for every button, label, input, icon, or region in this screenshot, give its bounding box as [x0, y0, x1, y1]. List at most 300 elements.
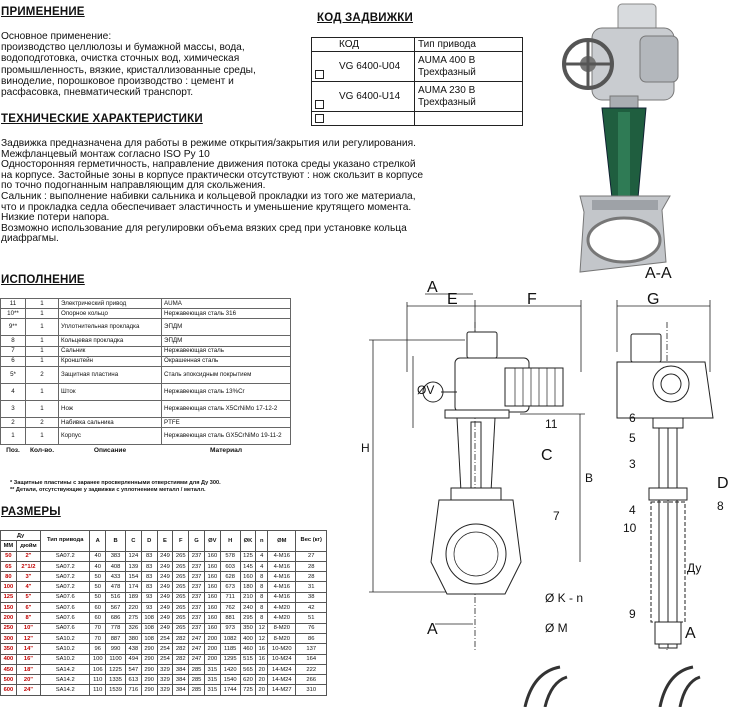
parts-desc: Нож [59, 400, 162, 417]
section-title: A-A [645, 265, 672, 282]
dimension-cell: 290 [141, 644, 157, 654]
parts-pos: 1 [1, 428, 26, 445]
dimension-cell: 200 [204, 644, 220, 654]
callout: 5 [629, 431, 636, 445]
dimension-cell: 400 [1, 654, 17, 664]
dimension-cell: 686 [106, 613, 126, 623]
parts-qty: 1 [26, 346, 59, 356]
dimension-row [1, 685, 327, 695]
dimension-cell: 10" [16, 623, 40, 633]
spec-line: что и прокладка седла обеспечивает эластичность и уменьшение крутящего момента. [1, 201, 412, 213]
dimension-cell: 160 [240, 572, 256, 582]
dimension-cell: 329 [157, 664, 173, 674]
dimension-cell: 450 [1, 664, 17, 674]
dimension-cell: 160 [204, 582, 220, 592]
dimension-cell: 247 [189, 633, 205, 643]
parts-pos: 3 [1, 400, 26, 417]
dimension-cell: 137 [296, 644, 327, 654]
dimension-cell: 285 [189, 675, 205, 685]
dimension-cell: 350 [1, 644, 17, 654]
dimension-cell: SA14.2 [41, 685, 90, 695]
dimension-cell: 65 [1, 561, 17, 571]
drive-type: AUMA 230 В Трехфазный [415, 82, 523, 112]
dimension-cell: 1744 [220, 685, 240, 695]
dimension-row [1, 572, 327, 582]
dimension-cell: 8-M20 [268, 623, 296, 633]
dimension-cell: 20 [256, 664, 268, 674]
dimension-cell: 100 [90, 654, 106, 664]
col-K: ØK [240, 531, 256, 552]
callout: 10 [623, 521, 637, 535]
col-B: B [106, 531, 126, 552]
dimension-cell: 310 [296, 685, 327, 695]
dimension-cell: 285 [189, 685, 205, 695]
dimension-cell: 237 [189, 592, 205, 602]
dimension-cell: 220 [125, 603, 141, 613]
dimension-cell: 160 [204, 603, 220, 613]
dimension-cell: 384 [173, 675, 189, 685]
parts-desc: Опорное кольцо [59, 309, 162, 319]
dimension-cell: 12 [256, 633, 268, 643]
spec-line: Сальник : выполнение набивки сальника и кольцевой прокладки из того же материала, [1, 190, 416, 202]
dim-Du: Ду [687, 561, 702, 575]
parts-desc: Набивка сальника [59, 417, 162, 427]
dimension-cell: 210 [240, 592, 256, 602]
parts-desc: Корпус [59, 428, 162, 445]
parts-desc: Кронштейн [59, 356, 162, 366]
dim-C: C [541, 447, 553, 464]
dimension-cell: 93 [141, 592, 157, 602]
dimension-cell: 460 [240, 644, 256, 654]
dimension-cell: SA10.2 [41, 654, 90, 664]
dimension-cell: 50 [1, 551, 17, 561]
parts-pos: 6 [1, 356, 26, 366]
callouts [545, 411, 724, 621]
dimension-row [1, 561, 327, 571]
dimension-cell: 265 [173, 582, 189, 592]
dimension-cell: 326 [125, 623, 141, 633]
dimension-cell: 150 [1, 603, 17, 613]
dimension-cell: 14-M24 [268, 664, 296, 674]
dim-G: G [647, 291, 660, 308]
dimension-cell: SA07.6 [41, 603, 90, 613]
dimension-cell: 124 [125, 551, 141, 561]
callout: 4 [629, 503, 636, 517]
parts-qty: 2 [26, 417, 59, 427]
parts-mat: ЭПДМ [162, 336, 291, 346]
parts-table [0, 298, 291, 456]
dimension-cell: 249 [157, 572, 173, 582]
dimension-cell: 1082 [220, 633, 240, 643]
section-label-a-side: A [685, 625, 696, 642]
dimension-cell: 200 [1, 613, 17, 623]
select-checkbox[interactable] [315, 114, 324, 123]
dimension-cell: 10-M20 [268, 644, 296, 654]
dimension-cell: 887 [106, 633, 126, 643]
dim-F: F [527, 291, 537, 308]
dimension-cell: 282 [173, 633, 189, 643]
dimension-cell: 16 [256, 654, 268, 664]
material-header: Материал [209, 447, 243, 455]
dimension-cell: 1540 [220, 675, 240, 685]
parts-desc: Сальник [59, 346, 162, 356]
parts-qty: 1 [26, 336, 59, 346]
pos-header: Поз. [6, 447, 20, 455]
dimension-cell: 1420 [220, 664, 240, 674]
dimension-cell: 603 [220, 561, 240, 571]
dimension-cell: 16" [16, 654, 40, 664]
parts-pos: 4 [1, 383, 26, 400]
dimension-cell: 547 [125, 664, 141, 674]
spec-line: по точно подогнанным направляющим для скольжения. [1, 180, 266, 192]
dimension-cell: 96 [90, 644, 106, 654]
dimension-cell: 174 [125, 582, 141, 592]
section-label-a-top: A [427, 279, 438, 296]
dimension-cell: 315 [204, 664, 220, 674]
dimension-cell: 265 [173, 623, 189, 633]
dimension-cell: 384 [173, 664, 189, 674]
dimension-cell: 110 [90, 685, 106, 695]
col-D: D [141, 531, 157, 552]
dimension-row [1, 551, 327, 561]
dimension-cell: 295 [240, 613, 256, 623]
dimension-row [1, 592, 327, 602]
dimension-cell: 247 [189, 654, 205, 664]
dimension-cell: 8 [256, 582, 268, 592]
dimension-row [1, 644, 327, 654]
drive-type-header: Тип привода [41, 531, 90, 552]
dimension-cell: 254 [157, 644, 173, 654]
dimension-cell: 125 [240, 551, 256, 561]
dimension-cell: 265 [173, 603, 189, 613]
dimension-cell: 565 [240, 664, 256, 674]
dimension-cell: 237 [189, 572, 205, 582]
parts-qty: 2 [26, 366, 59, 383]
dimension-cell: 350 [240, 623, 256, 633]
valve-code-table [311, 37, 523, 126]
parts-row [1, 356, 291, 366]
dim-E: E [447, 291, 458, 308]
dimension-cell: 881 [220, 613, 240, 623]
yoke-illustration [602, 108, 646, 198]
dimension-cell: 1335 [106, 675, 126, 685]
dimension-cell: 4-M16 [268, 561, 296, 571]
dimension-cell: 4 [256, 561, 268, 571]
dimension-cell: 716 [125, 685, 141, 695]
dimension-cell: 249 [157, 592, 173, 602]
dimension-cell: 4" [16, 582, 40, 592]
dimension-cell: 154 [125, 572, 141, 582]
dimension-cell: 383 [106, 551, 126, 561]
dimension-cell: 516 [106, 592, 126, 602]
valve-code: VG 6400-U04 [336, 52, 415, 82]
dimension-cell: 164 [296, 654, 327, 664]
dimension-cell: SA07.2 [41, 561, 90, 571]
dimension-cell: 28 [296, 572, 327, 582]
dimension-cell: 60 [90, 613, 106, 623]
spec-line: Межфланцевый монтаж согласно ISO Py 10 [1, 148, 210, 160]
parts-row [1, 299, 291, 309]
dimension-cell: 10-M24 [268, 654, 296, 664]
dimension-cell: 265 [173, 572, 189, 582]
dimension-cell: 408 [106, 561, 126, 571]
dimension-cell: 145 [240, 561, 256, 571]
dimension-cell: 12" [16, 633, 40, 643]
dimension-cell: 18" [16, 664, 40, 674]
dimension-cell: 725 [240, 685, 256, 695]
dimension-cell: 50 [90, 572, 106, 582]
technical-drawing [355, 262, 737, 707]
parts-row [1, 428, 291, 445]
dimension-cell: 160 [204, 613, 220, 623]
dimension-cell: 4 [256, 551, 268, 561]
dimension-cell: 160 [204, 592, 220, 602]
dimension-cell: 5" [16, 592, 40, 602]
dimension-cell: 2" [16, 551, 40, 561]
dimension-row [1, 582, 327, 592]
dimension-cell: 125 [1, 592, 17, 602]
desc-header: Описание [93, 447, 127, 455]
dimension-cell: 973 [220, 623, 240, 633]
dimension-cell: 237 [189, 582, 205, 592]
dimension-cell: 237 [189, 551, 205, 561]
dimension-cell: 266 [296, 675, 327, 685]
parts-desc: Уплотнительная прокладка [59, 319, 162, 336]
dimension-cell: 3" [16, 572, 40, 582]
dimension-cell: 290 [141, 675, 157, 685]
dimension-cell: 108 [141, 623, 157, 633]
parts-row [1, 366, 291, 383]
spec-line: Задвижка предназначена для работы в режиме открытия/закрытия или регулирования. [1, 138, 416, 149]
col-n: n [256, 531, 268, 552]
dimension-row [1, 603, 327, 613]
dimension-cell: 93 [141, 603, 157, 613]
dimension-cell: 600 [1, 685, 17, 695]
parts-row [1, 336, 291, 346]
dimension-cell: 51 [296, 613, 327, 623]
body-illustration [580, 196, 670, 272]
drive-type: AUMA 400 В Трехфазный [415, 52, 523, 82]
dimension-cell: 2"1/2 [16, 561, 40, 571]
dimension-row [1, 613, 327, 623]
parts-qty: 1 [26, 299, 59, 309]
dimension-cell: 8 [256, 572, 268, 582]
dimension-cell: 20" [16, 675, 40, 685]
dimension-cell: 24" [16, 685, 40, 695]
dimension-cell: 108 [141, 613, 157, 623]
dimension-row [1, 675, 327, 685]
dimension-cell: 1295 [220, 654, 240, 664]
dimension-cell: 237 [189, 603, 205, 613]
col-V: ØV [204, 531, 220, 552]
col-A: A [90, 531, 106, 552]
dimension-cell: 762 [220, 603, 240, 613]
dimension-cell: 237 [189, 613, 205, 623]
parts-notes [10, 480, 221, 494]
dimension-cell: SA07.6 [41, 623, 90, 633]
dimension-cell: SA07.6 [41, 592, 90, 602]
dimension-cell: 515 [240, 654, 256, 664]
parts-pos: 11 [1, 299, 26, 309]
parts-row [1, 400, 291, 417]
parts-mat: Сталь эпоксидным покрытием [162, 366, 291, 383]
dimension-cell: 240 [240, 603, 256, 613]
dimension-cell: 28 [296, 561, 327, 571]
dimension-cell: 20 [256, 675, 268, 685]
dimension-cell: 38 [296, 592, 327, 602]
dimension-cell: 433 [106, 572, 126, 582]
dimension-cell: 500 [1, 675, 17, 685]
parts-pos: 10** [1, 309, 26, 319]
parts-row [1, 309, 291, 319]
side-section-view [617, 334, 713, 648]
dimension-cell: 249 [157, 551, 173, 561]
application-heading: ПРИМЕНЕНИЕ [1, 6, 85, 18]
dimension-cell: 40 [90, 551, 106, 561]
dimension-cell: 160 [204, 572, 220, 582]
dimension-row [1, 654, 327, 664]
application-line: Основное применение: [1, 31, 112, 42]
dimension-cell: 4-M16 [268, 572, 296, 582]
dimension-cell: 282 [173, 654, 189, 664]
dimension-cell: 249 [157, 603, 173, 613]
dimension-cell: 265 [173, 613, 189, 623]
dimension-cell: 613 [125, 675, 141, 685]
dimension-cell: 8" [16, 613, 40, 623]
dimension-cell: 275 [125, 613, 141, 623]
dim-V: ØV [417, 383, 435, 397]
dimension-cell: 237 [189, 623, 205, 633]
parts-row [1, 346, 291, 356]
dimension-cell: 567 [106, 603, 126, 613]
select-checkbox[interactable] [315, 100, 324, 109]
dimension-cell: 282 [173, 644, 189, 654]
dimension-cell: 400 [240, 633, 256, 643]
dimension-cell: 494 [125, 654, 141, 664]
dimension-cell: 86 [296, 633, 327, 643]
dimension-cell: 237 [189, 561, 205, 571]
dimension-cell: 80 [1, 572, 17, 582]
dimension-cell: 247 [189, 644, 205, 654]
dimension-cell: 285 [189, 664, 205, 674]
dimension-cell: 300 [1, 633, 17, 643]
parts-qty: 1 [26, 383, 59, 400]
dimension-cell: 8 [256, 613, 268, 623]
dimension-cell: 250 [1, 623, 17, 633]
dimensions-table [0, 530, 327, 696]
dimension-cell: 315 [204, 675, 220, 685]
dimension-cell: 180 [240, 582, 256, 592]
dimension-cell: SA10.2 [41, 644, 90, 654]
dimension-row [1, 664, 327, 674]
select-checkbox[interactable] [315, 70, 324, 79]
parts-mat: Окрашенная сталь [162, 356, 291, 366]
dimension-cell: 83 [141, 551, 157, 561]
dim-D: D [717, 475, 729, 492]
dimension-cell: 380 [125, 633, 141, 643]
parts-mat: Нержавеющая сталь X5CrNiMo 17-12-2 [162, 400, 291, 417]
qty-header: Кол-во. [29, 447, 55, 455]
parts-pos: 5* [1, 366, 26, 383]
dimension-cell: 6" [16, 603, 40, 613]
callout: 11 [545, 417, 558, 431]
dimension-row [1, 623, 327, 633]
dimension-cell: 110 [90, 675, 106, 685]
spec-line: Возможно использование для регулировки объема вязких сред при установке кольца [1, 222, 407, 234]
parts-row [1, 319, 291, 336]
parts-desc: Защитная пластина [59, 366, 162, 383]
application-line: водоподготовка, очистка сточных вод, химическая [1, 53, 240, 65]
application-text [1, 31, 256, 98]
col-M: ØM [268, 531, 296, 552]
dimension-cell: 290 [141, 664, 157, 674]
dimension-cell: 254 [157, 654, 173, 664]
parts-pos: 7 [1, 346, 26, 356]
dimension-cell: 76 [296, 623, 327, 633]
parts-qty: 1 [26, 428, 59, 445]
note-line: * Защитные пластины с заранее просверленными отверстиями для Ду 300. [10, 480, 221, 486]
dimension-cell: 8 [256, 603, 268, 613]
dimension-cell: 4-M20 [268, 613, 296, 623]
dimension-cell: 108 [141, 633, 157, 643]
dimension-cell: 27 [296, 551, 327, 561]
col-F: F [173, 531, 189, 552]
dimension-cell: 70 [90, 623, 106, 633]
du-header: Ду [1, 531, 41, 541]
callout: 8 [717, 499, 724, 513]
sizes-heading: РАЗМЕРЫ [1, 506, 61, 518]
parts-mat: Нержавеющая сталь 13%Cr [162, 383, 291, 400]
dimension-cell: 329 [157, 685, 173, 695]
dimension-cell: 1539 [106, 685, 126, 695]
dimension-cell: 8-M20 [268, 633, 296, 643]
parts-desc: Шток [59, 383, 162, 400]
valve-code: VG 6400-U14 [336, 82, 415, 112]
parts-qty: 1 [26, 309, 59, 319]
callout: 7 [553, 509, 560, 523]
dimension-cell: 83 [141, 572, 157, 582]
application-line: производство целлюлозы и бумажной массы, вода, [1, 42, 245, 54]
dimension-cell: 200 [204, 633, 220, 643]
dimension-cell: 70 [90, 633, 106, 643]
dimension-cell: 1100 [106, 654, 126, 664]
col-G: G [189, 531, 205, 552]
mm-header: ММ [1, 541, 17, 551]
dimension-cell: 249 [157, 623, 173, 633]
dimension-cell: 50 [90, 592, 106, 602]
dimension-cell: 1225 [106, 664, 126, 674]
valve-photo [540, 0, 680, 290]
callout: 9 [629, 607, 636, 621]
parts-row [1, 417, 291, 427]
dimension-cell: 620 [240, 675, 256, 685]
parts-desc: Кольцевая прокладка [59, 336, 162, 346]
dimension-cell: 139 [125, 561, 141, 571]
dimension-cell: 4-M20 [268, 603, 296, 613]
dim-K-n: Ø K - n [545, 591, 584, 605]
parts-qty: 1 [26, 319, 59, 336]
col-weight: Вес (кг) [296, 531, 327, 552]
dimension-cell: 265 [173, 551, 189, 561]
dimension-cell: 315 [204, 685, 220, 695]
code-col-header: КОД [336, 38, 415, 52]
dimension-cell: SA07.2 [41, 572, 90, 582]
specs-heading: ТЕХНИЧЕСКИЕ ХАРАКТЕРИСТИКИ [1, 113, 203, 125]
dimension-cell: 990 [106, 644, 126, 654]
parts-pos: 8 [1, 336, 26, 346]
dimension-cell: 160 [204, 623, 220, 633]
dimension-cell: 83 [141, 561, 157, 571]
